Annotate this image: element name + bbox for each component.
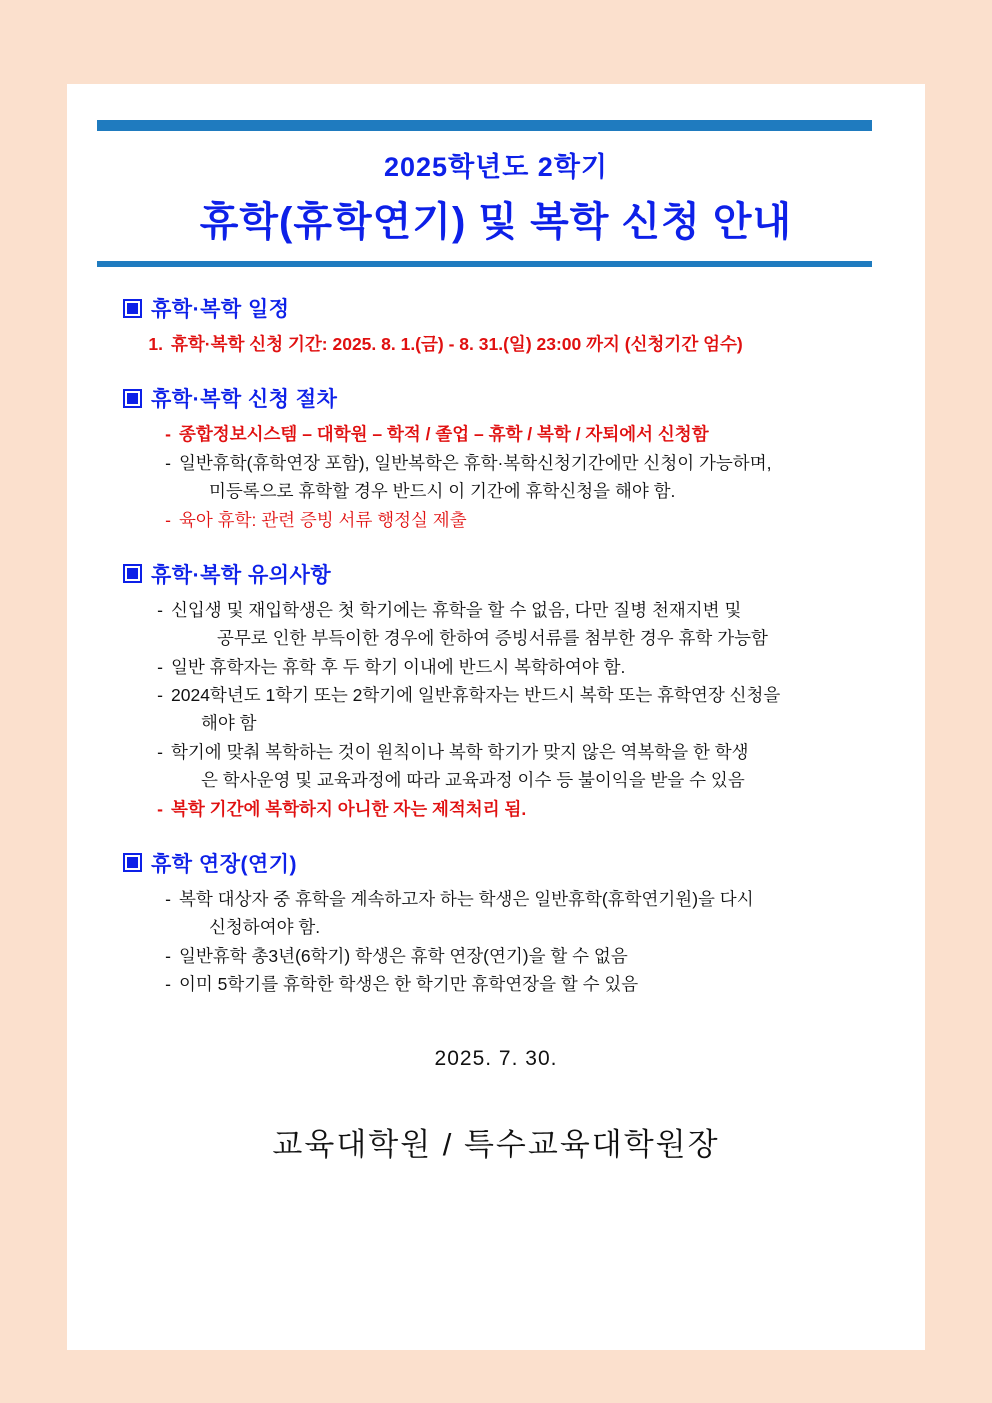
issuer-signature: 교육대학원 / 특수교육대학원장 [272, 1127, 720, 1163]
poster-subtitle: 2025학년도 2학기 [384, 152, 608, 182]
list-marker [171, 711, 201, 736]
list-marker: - [157, 599, 163, 620]
list-item [149, 944, 895, 969]
list-text: 복학 기간에 복학하지 아니한 자는 제적처리 됨. [171, 798, 527, 819]
list-text: 공무로 인한 부득이한 경우에 한하여 증빙서류를 첨부한 경우 휴학 가능함 [217, 628, 768, 649]
list-item [141, 683, 895, 708]
list-item [141, 740, 895, 765]
list-text: 학기에 맞춰 복학하는 것이 원칙이나 복학 학기가 맞지 않은 역복학을 한 학생 [171, 741, 749, 762]
list-marker: - [165, 509, 171, 530]
list-item [141, 332, 895, 357]
poster-content [97, 120, 895, 1164]
bullet-square-icon [123, 853, 142, 872]
section-heading [123, 848, 895, 878]
section-heading [123, 383, 895, 413]
list-item-continuation [149, 479, 895, 504]
list-item [149, 451, 895, 476]
list-text: 종합정보시스템 – 대학원 – 학적 / 졸업 – 휴학 / 복학 / 자퇴에서 신청함 [179, 424, 709, 445]
bullet-square-icon [123, 389, 142, 408]
section-body [97, 332, 895, 357]
issue-date: 2025. 7. 30. [434, 1047, 558, 1071]
list-text: 2024학년도 1학기 또는 2학기에 일반휴학자는 반드시 복학 또는 휴학연장 신청을 [171, 685, 781, 705]
list-marker: - [157, 656, 163, 677]
list-marker: - [165, 424, 171, 445]
list-item [141, 598, 895, 623]
section-body [97, 598, 895, 822]
bullet-square-icon [123, 299, 142, 318]
title-underline [97, 261, 872, 267]
section-title: 휴학·복학 유의사항 [151, 563, 332, 587]
list-marker: - [165, 452, 171, 473]
list-text: 은 학사운영 및 교육과정에 따라 교육과정 이수 등 불이익을 받을 수 있음 [201, 770, 745, 791]
list-item-continuation [141, 768, 895, 793]
poster-title-block [97, 131, 895, 247]
list-marker: - [165, 888, 171, 909]
list-marker [187, 626, 217, 651]
list-text: 해야 함 [201, 713, 257, 734]
list-text: 신청하여야 함. [209, 917, 321, 938]
section-notices [97, 559, 895, 822]
list-item-continuation [149, 915, 895, 940]
list-text: 일반 휴학자는 휴학 후 두 학기 이내에 반드시 복학하여야 함. [171, 656, 626, 677]
section-title: 휴학 연장(연기) [151, 852, 298, 876]
section-title: 휴학·복학 신청 절차 [151, 388, 338, 412]
section-heading [123, 559, 895, 589]
section-schedule [97, 293, 895, 357]
list-item-continuation [141, 711, 895, 736]
list-item [141, 655, 895, 680]
bullet-square-icon [123, 564, 142, 583]
section-body [97, 887, 895, 998]
poster-page [67, 84, 925, 1350]
section-extension [97, 848, 895, 998]
list-marker: - [157, 741, 163, 762]
top-divider [97, 120, 872, 131]
list-text: 복학 대상자 중 휴학을 계속하고자 하는 학생은 일반휴학(휴학연기원)을 다시 [179, 888, 754, 909]
list-item [149, 887, 895, 912]
list-text: 이미 5학기를 휴학한 학생은 한 학기만 휴학연장을 할 수 있음 [179, 974, 639, 994]
section-heading [123, 293, 895, 323]
list-item-continuation [141, 626, 895, 651]
section-procedure [97, 383, 895, 533]
list-marker: - [157, 798, 163, 819]
list-marker [179, 915, 209, 940]
section-body [97, 422, 895, 533]
list-marker: - [165, 945, 171, 966]
list-item [149, 508, 895, 533]
list-item [149, 422, 895, 447]
list-marker: 1. [148, 334, 163, 354]
section-title: 휴학·복학 일정 [151, 298, 290, 321]
list-marker: - [165, 974, 171, 994]
list-text: 휴학·복학 신청 기간: 2025. 8. 1.(금) - 8. 31.(일) 23:00 까지 (신청기간 엄수) [171, 334, 743, 354]
list-text: 육아 휴학: 관련 증빙 서류 행정실 제출 [179, 509, 467, 530]
list-item [141, 797, 895, 822]
list-text: 일반휴학(휴학연장 포함), 일반복학은 휴학·복학신청기간에만 신청이 가능하며, [179, 452, 772, 473]
list-text: 일반휴학 총3년(6학기) 학생은 휴학 연장(연기)을 할 수 없음 [179, 945, 628, 966]
list-marker [179, 479, 209, 504]
list-text: 신입생 및 재입학생은 첫 학기에는 휴학을 할 수 없음, 다만 질병 천재지변 및 [171, 599, 742, 620]
list-item [149, 972, 895, 997]
list-marker [171, 768, 201, 793]
list-marker: - [157, 685, 163, 705]
list-text: 미등록으로 휴학할 경우 반드시 이 기간에 휴학신청을 해야 함. [209, 481, 676, 502]
poster-title: 휴학(휴학연기) 및 복학 신청 안내 [199, 200, 793, 244]
